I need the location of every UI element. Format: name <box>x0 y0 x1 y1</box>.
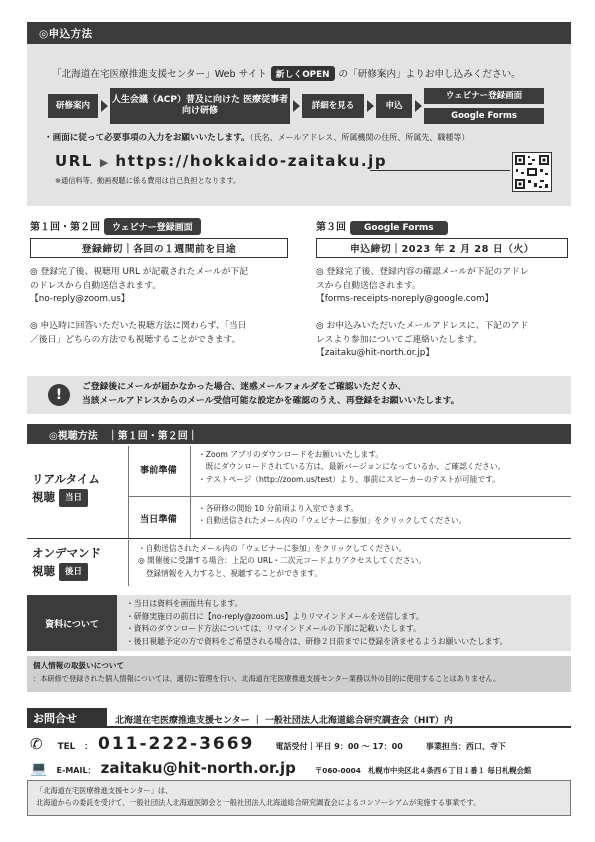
para-line: 【no-reply@zoom.us】 <box>30 294 130 305</box>
round3-para1 <box>316 266 574 307</box>
apply-section-header: ◎申込方法 <box>27 22 571 44</box>
warning-text <box>82 380 459 408</box>
prep-item: 既にダウンロードされている方は、最新バージョンになっているか、ご確認ください。 <box>198 462 506 472</box>
round12-pill: ウェビナー登録画面 <box>104 218 201 235</box>
tel-hours: 電話受付｜平日 9：00 〜 17：00 <box>275 742 403 751</box>
realtime-sub: 視聴 <box>32 490 55 504</box>
materials-item: ・当日は資料を画面共有します。 <box>126 599 243 608</box>
tel-label: TEL ： <box>57 742 93 752</box>
para-line: スから自動送信されます。 <box>316 280 421 291</box>
apply-intro <box>52 66 521 81</box>
para-line: レスより参加についてご連絡いたします。 <box>316 334 482 345</box>
para-line: ◎ 申込時に回答いただいた視聴方法に関わらず、「当日 <box>30 321 247 331</box>
prep-items <box>198 449 505 486</box>
email-address[interactable]: zaitaku@hit-north.or.jp <box>100 759 296 777</box>
round3-title: 第３回 <box>316 222 346 233</box>
day-items <box>198 503 466 528</box>
flow-step-webinar: ウェビナー登録画面 <box>424 88 544 104</box>
flow-step-details: 詳細を見る <box>302 94 364 118</box>
para-line: のドレスから自動送信されます。 <box>30 280 161 291</box>
tel-number[interactable]: 011-222-3669 <box>97 734 255 754</box>
day-label: 当日準備 <box>140 514 177 525</box>
divider <box>128 446 129 538</box>
apply-instruction-detail: （氏名、メールアドレス、所属機関の住所、所属先、職種等） <box>249 133 470 142</box>
round12-para2 <box>30 320 296 347</box>
computer-icon: 💻 <box>30 761 48 777</box>
round12-para1 <box>30 266 296 307</box>
flow-step-training-info: 研修案内 <box>48 94 98 118</box>
warning-line: 当該メールアドレスからのメール受信可能な設定かを確認のうえ、再登録をお願いいたします。 <box>82 396 460 406</box>
materials-item: ・資料のダウンロード方法については、リマインドメールの下部に記載いたします。 <box>126 624 421 634</box>
ondemand-items <box>138 543 426 580</box>
ondemand-title: オンデマンド <box>32 546 101 560</box>
round12-deadline: 登録締切｜各回の１週間前を目途 <box>30 238 288 258</box>
divider <box>27 538 571 539</box>
url-label: URL <box>55 152 94 170</box>
day-item: ・各研修の開始 10 分前頃より入室できます。 <box>198 504 359 513</box>
materials-item: ・後日視聴予定の方で資料をご希望される場合は、研修２日前までに登録を済ませるようお願いいたします。 <box>126 636 508 646</box>
url-underline <box>370 170 510 171</box>
realtime-badge: 当日 <box>59 489 88 507</box>
contact-address: 〒060-0004 札幌市中央区北４条西６丁目１番１ 毎日札幌会館 <box>314 766 532 775</box>
divider <box>128 496 571 497</box>
flow-arrow-icon <box>293 100 300 112</box>
para-line: ◎ お申込みいただいたメールアドレスに、下記のアド <box>316 321 529 331</box>
para-line: ◎ 登録完了後、登録内容の確認メールが下記のアドレ <box>316 267 529 277</box>
para-line: ◎ 登録完了後、視聴用 URL が記載されたメールが下記 <box>30 267 249 277</box>
round3-title-row <box>316 218 448 235</box>
ondemand-sub: 視聴 <box>32 564 55 578</box>
contact-staff: 事業担当：西口、寺下 <box>425 742 506 751</box>
warning-icon: ! <box>48 384 70 406</box>
flow-step-course: 人生会議（ACP）普及に向けた 医療従事者向け研修 <box>110 88 290 124</box>
flow-step-apply: 申込 <box>376 94 412 118</box>
tel-row <box>30 734 506 754</box>
ondemand-item: ◎ 開催後に受講する場合：上記の URL・二次元コードよりアクセスしてください。 <box>138 556 426 566</box>
viewing-header: ◎視聴方法 ｜第１回・第２回｜ <box>27 424 571 444</box>
flow-arrow-icon <box>415 100 422 112</box>
flow-arrow-icon <box>367 100 374 112</box>
email-label: E-MAIL： <box>56 766 96 775</box>
round3-pill: Google Forms <box>350 221 448 235</box>
qr-code-icon[interactable] <box>512 152 552 192</box>
contact-rule <box>27 726 571 728</box>
apply-intro-post: の「研修案内」よりお申し込みください。 <box>338 69 521 80</box>
materials-label: 資料について <box>27 595 117 651</box>
materials-item: ・研修実施日の前日に【no-reply@zoom.us】よりリマインドメールを送信します。 <box>126 611 424 621</box>
realtime-category <box>32 470 100 507</box>
ondemand-badge: 後日 <box>59 563 88 581</box>
url-row <box>55 152 387 170</box>
divider <box>128 540 129 586</box>
footer-line: 北海道からの委託を受けて、一般社団法人北海道医師会と一般社団法人北海道総合研究調査会によるコンソーシアムが実施する事業です。 <box>36 798 481 807</box>
materials-items <box>126 598 507 648</box>
footer-line: 「北海道在宅医療推進支援センター」は、 <box>36 786 173 795</box>
url-arrow-icon: ▶ <box>99 156 116 169</box>
new-open-badge: 新しくOPEN <box>271 66 335 81</box>
round3-deadline: 申込締切｜2023 年 2 月 28 日（火） <box>316 238 568 258</box>
flow-step-google-forms: Google Forms <box>424 108 544 124</box>
round3-para2 <box>316 320 574 361</box>
privacy-title: 個人情報の取扱いについて <box>33 661 124 670</box>
realtime-title: リアルタイム <box>32 472 100 486</box>
para-line: ／後日」どちらの方法でも視聴することができます。 <box>30 334 241 345</box>
round12-title-row <box>30 218 201 235</box>
divider <box>190 446 191 538</box>
email-row <box>30 758 531 777</box>
contact-label: お問合せ <box>27 708 107 728</box>
prep-label: 事前準備 <box>140 465 177 476</box>
prep-item: ・Zoom アプリのダウンロードをお願いいたします。 <box>198 450 384 459</box>
flow-arrow-icon <box>101 100 108 112</box>
para-line: 【forms-receipts-noreply@google.com】 <box>316 294 494 305</box>
privacy-box <box>27 656 571 692</box>
privacy-body: ：本研修で登録された個人情報については、適切に管理を行い、北海道在宅医療推進支援センター業務以外の目的に使用することはありません。 <box>33 674 501 683</box>
footer-box <box>27 780 571 816</box>
prep-item: ・テストページ（http://zoom.us/test）より、事前にスピーカーのテストが可能です。 <box>198 474 500 484</box>
website-url[interactable]: https://hokkaido-zaitaku.jp <box>115 152 388 170</box>
phone-icon: ✆ <box>30 735 43 753</box>
url-note: ※通信料等、動画視聴に係る費用は自己負担となります。 <box>55 176 241 185</box>
apply-intro-pre: 「北海道在宅医療推進支援センター」Web サイト <box>52 69 267 80</box>
apply-instruction-text: ・画面に従って必要事項の入力をお願いいたします。 <box>44 133 250 143</box>
round12-title: 第１回・第２回 <box>30 222 100 233</box>
contact-org: 北海道在宅医療推進支援センター ｜ 一般社団法人北海道総合研究調査会（HIT）内 <box>115 716 453 726</box>
warning-line: ご登録後にメールが届かなかった場合、迷惑メールフォルダをご確認いただくか、 <box>82 382 407 392</box>
ondemand-item: ・自動送信されたメール内の「ウェビナーに参加」をクリックしてください。 <box>138 544 407 553</box>
para-line: 【zaitaku@hit-north.or.jp】 <box>316 348 435 359</box>
day-item: ・自動送信されたメール内の「ウェビナーに参加」をクリックしてください。 <box>198 516 467 526</box>
ondemand-item: 登録情報を入力すると、視聴することができます。 <box>138 568 322 578</box>
ondemand-category <box>32 544 101 581</box>
apply-instruction <box>44 131 469 143</box>
